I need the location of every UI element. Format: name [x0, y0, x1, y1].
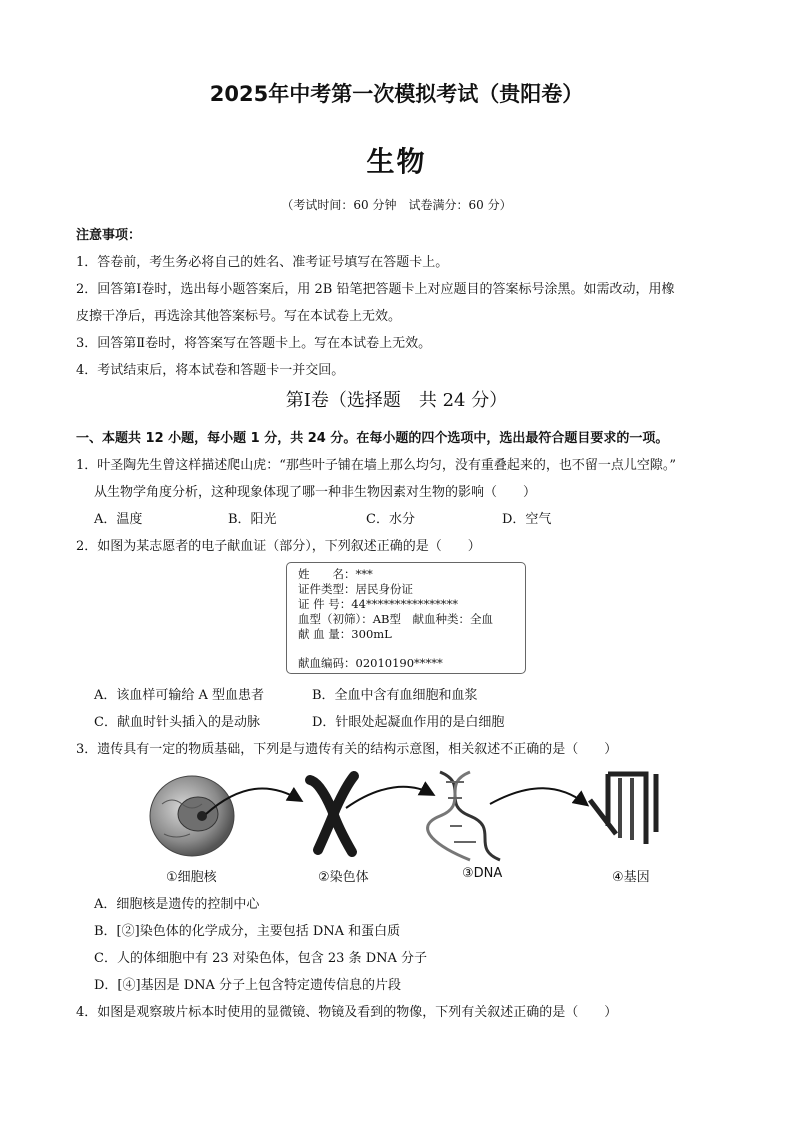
figure-label-nucleus: ①细胞核 [166, 870, 217, 885]
q2-option-a: A．该血样可输给 A 型血患者 [94, 688, 265, 703]
q1-option-b: B．阳光 [228, 512, 277, 527]
figure-label-chromosome: ②染色体 [318, 870, 369, 885]
q2-option-c: C．献血时针头插入的是动脉 [94, 715, 260, 730]
q1-stem-continued: 从生物学角度分析，这种现象体现了哪一种非生物因素对生物的影响（ ） [94, 485, 537, 500]
q1-option-d: D．空气 [502, 512, 552, 527]
cell-nucleus-illustration [150, 776, 234, 856]
subject-title: 生物 [366, 145, 427, 178]
card-blood-type: 血型（初筛）：AB型 献血种类：全血 [298, 612, 494, 626]
arrow-icon [346, 787, 432, 808]
card-volume: 献 血 量：300mL [298, 627, 392, 641]
chromosome-illustration [310, 776, 354, 852]
q1-stem: 1．叶圣陶先生曾这样描述爬山虎：“那些叶子铺在墙上那么均匀，没有重叠起来的，也不留一点儿空隙。” [76, 458, 677, 473]
gene-illustration [590, 774, 656, 844]
card-name: 姓 名：*** [298, 567, 373, 581]
dna-helix-illustration [428, 772, 500, 860]
section-title: 第Ⅰ卷（选择题 共 24 分） [285, 390, 508, 411]
q2-stem: 2．如图为某志愿者的电子献血证（部分），下列叙述正确的是（ ） [76, 539, 481, 554]
genetics-figure [140, 764, 680, 864]
notice-heading: 注意事项： [76, 228, 142, 243]
q4-stem: 4．如图是观察玻片标本时使用的显微镜、物镜及看到的物像，下列有关叙述正确的是（ ） [76, 1005, 618, 1020]
notice-item: 4．考试结束后，将本试卷和答题卡一并交回。 [76, 363, 345, 378]
q3-stem: 3．遗传具有一定的物质基础，下列是与遗传有关的结构示意图，相关叙述不正确的是（ ） [76, 742, 618, 757]
notice-item: 3．回答第Ⅱ卷时，将答案写在答题卡上。写在本试卷上无效。 [76, 336, 432, 351]
exam-info: （考试时间：60 分钟 试卷满分：60 分） [281, 198, 512, 212]
q2-option-b: B．全血中含有血细胞和血浆 [312, 688, 478, 703]
card-code: 献血编码：02010190***** [298, 656, 443, 670]
notice-item: 2．回答第Ⅰ卷时，选出每小题答案后，用 2B 铅笔把答题卡上对应题目的答案标号涂黑。如需改动，用橡 [76, 282, 675, 297]
q3-option-b: B．[②]染色体的化学成分，主要包括 DNA 和蛋白质 [94, 924, 401, 939]
q2-option-d: D．针眼处起凝血作用的是白细胞 [312, 715, 505, 730]
exam-title: 2025年中考第一次模拟考试（贵阳卷） [209, 82, 584, 106]
notice-item: 皮擦干净后，再选涂其他答案标号。写在本试卷上无效。 [76, 309, 402, 324]
blood-donation-card [286, 562, 526, 674]
arrow-icon [490, 788, 586, 804]
notice-item: 1．答卷前，考生务必将自己的姓名、准考证号填写在答题卡上。 [76, 255, 449, 270]
figure-label-dna: ③DNA [462, 866, 503, 881]
q1-option-a: A．温度 [94, 512, 143, 527]
figure-label-gene: ④基因 [612, 870, 650, 885]
part-instruction: 一、本题共 12 小题，每小题 1 分，共 24 分。在每小题的四个选项中，选出最符合题目要求的一项。 [76, 431, 669, 446]
card-id-type: 证件类型：居民身份证 [298, 582, 413, 596]
q1-option-c: C．水分 [366, 512, 415, 527]
card-id-number: 证 件 号：44**************** [298, 597, 458, 611]
q3-option-a: A．细胞核是遗传的控制中心 [94, 897, 260, 912]
q3-option-c: C．人的体细胞中有 23 对染色体，包含 23 条 DNA 分子 [94, 951, 428, 966]
q3-option-d: D．[④]基因是 DNA 分子上包含特定遗传信息的片段 [94, 978, 402, 993]
